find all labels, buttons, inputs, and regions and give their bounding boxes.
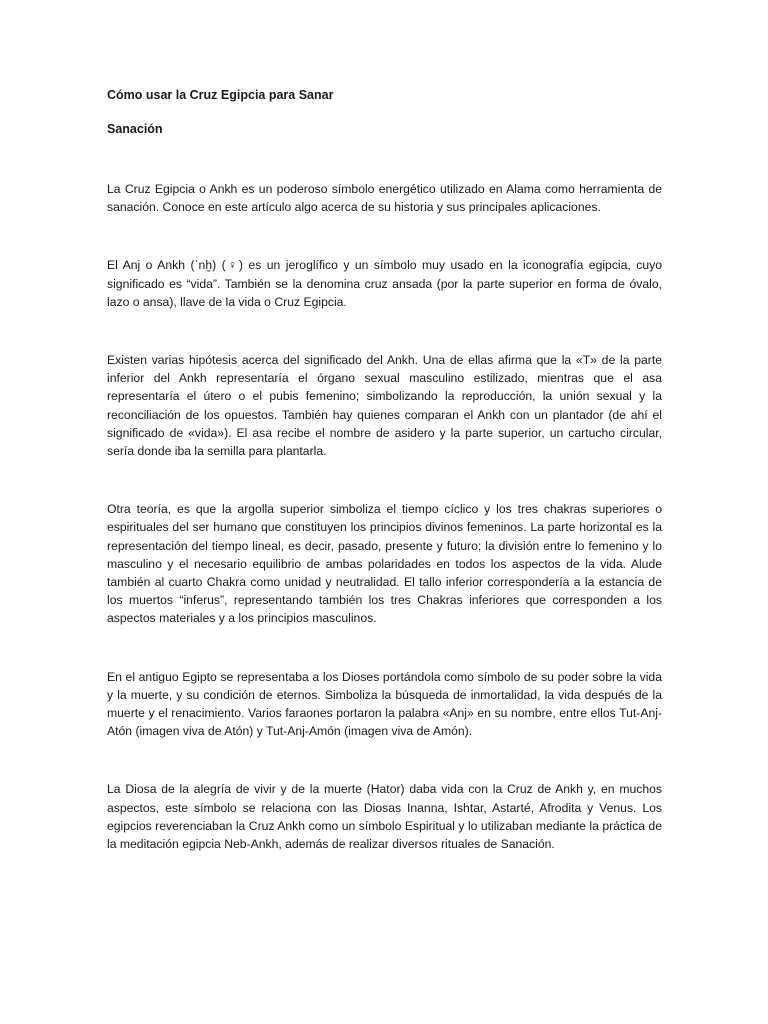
paragraph-theory: Otra teoría, es que la argolla superior simboliza el tiempo cíclico y los tres chakras superiores o espirituales del ser humano que constituyen los principios divinos femeninos. La parte horizontal es la representación del tiempo lineal, es decir, pasado, presente y futuro; la división entre lo femenino y lo masculino y el necesario equilibrio de ambas polaridades en todos los aspectos de la vida. Alude también al cuarto Chakra como unidad y neutralidad. El tallo inferior correspondería a la estancia de los muertos “inferus”, representando también los tres Chakras inferiores que corresponden a los aspectos materiales y a los principios masculinos.: [107, 502, 662, 626]
document-title: Cómo usar la Cruz Egipcia para Sanar: [107, 88, 334, 102]
paragraph-ancient-egypt: En el antiguo Egipto se representaba a los Dioses portándola como símbolo de su poder sobre la vida y la muerte, y su condición de eternos. Simboliza la búsqueda de inmortalidad, la vida después de la muerte y el renacimiento. Varios faraones portaron la palabra «Anj» en su nombre, entre ellos Tut-Anj-Atón (imagen viva de Atón) y Tut-Anj-Amón (imagen viva de Amón).: [107, 669, 662, 739]
document-subtitle: Sanación: [107, 122, 163, 136]
paragraph-hypotheses: Existen varias hipótesis acerca del significado del Ankh. Una de ellas afirma que la «T» de la parte inferior del Ankh representaría el órgano sexual masculino estilizado, mientras que el asa representaría el útero o el pubis femenino; simbolizando la reproducción, la unión sexual y la reconciliación de los opuestos. También hay quienes comparan el Ankh con un plantador (de ahí el significado de «vida»). El asa recibe el nombre de asidero y la parte superior, un cartucho circular, sería donde iba la semilla para plantarla.: [107, 353, 662, 459]
paragraph-hator: La Diosa de la alegría de vivir y de la muerte (Hator) daba vida con la Cruz de Ankh y, en muchos aspectos, este símbolo se relaciona con las Diosas Inanna, Ishtar, Astarté, Afrodita y Venus. Los egipcios reverenciaban la Cruz Ankh como un símbolo Espiritual y lo utilizaban mediante la práctica de la meditación egipcia Neb-Ankh, además de realizar diversos rituales de Sanación.: [107, 782, 662, 852]
paragraph-definition: El Anj o Ankh (ʿnḫ) (♀) es un jeroglífico y un símbolo muy usado en la iconografía egipcia, cuyo significado es “vida”. También se la denomina cruz ansada (por la parte superior en forma de óvalo, lazo o ansa), llave de la vida o Cruz Egipcia.: [107, 258, 662, 309]
paragraph-intro: La Cruz Egipcia o Ankh es un poderoso símbolo energético utilizado en Alama como herramienta de sanación. Conoce en este artículo algo acerca de su historia y sus principales aplicaciones.: [107, 182, 662, 215]
document-page: [107, 86, 662, 893]
